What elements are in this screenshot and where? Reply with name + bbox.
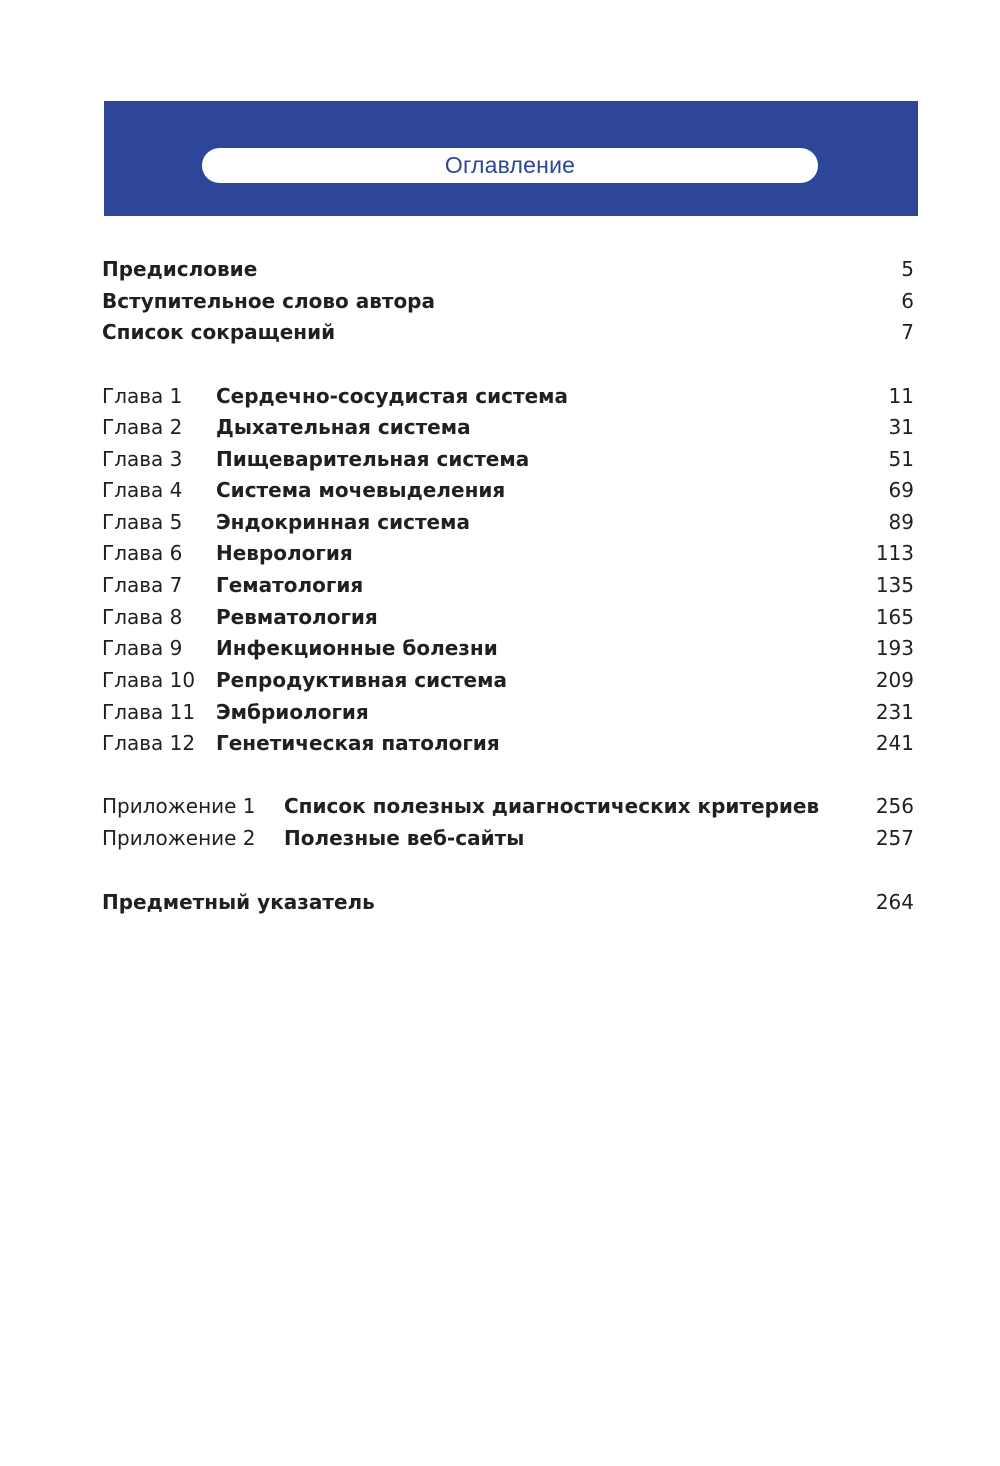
- toc-entry-title: Эндокринная система: [216, 510, 470, 534]
- toc-entry-label: Глава 5: [102, 510, 183, 534]
- toc-entry-label: Глава 10: [102, 668, 196, 692]
- toc-entry-page: 69: [888, 478, 914, 502]
- toc-entry-chapter-1[interactable]: [102, 381, 914, 411]
- title-pill: [202, 148, 818, 183]
- toc-entry-label: Глава 9: [102, 636, 183, 660]
- toc-entry-title: Список полезных диагностических критериев: [284, 794, 820, 818]
- toc-entry-chapter-7[interactable]: [102, 570, 914, 600]
- toc-entry-label: Приложение 2: [102, 826, 256, 850]
- toc-entry-chapter-5[interactable]: [102, 507, 914, 537]
- toc-entry-chapter-2[interactable]: [102, 412, 914, 442]
- toc-entry-page: 193: [875, 636, 914, 660]
- toc-entry-title: Неврология: [216, 541, 353, 565]
- toc-entry-page: 256: [875, 794, 914, 818]
- toc-entry-page: 264: [875, 890, 914, 914]
- toc-entry-chapter-9[interactable]: [102, 633, 914, 663]
- toc-entry-page: 11: [888, 384, 914, 408]
- toc-entry-appendix-2[interactable]: [102, 823, 914, 853]
- toc-entry-title: Дыхательная система: [216, 415, 471, 439]
- toc-entry-label: Приложение 1: [102, 794, 256, 818]
- toc-entry-page: 6: [901, 289, 914, 313]
- toc-entry-title: Эмбриология: [216, 700, 369, 724]
- toc-entry-label: Глава 12: [102, 731, 196, 755]
- toc-entry-page: 5: [901, 257, 914, 281]
- toc-entry-title: Список сокращений: [102, 320, 336, 344]
- toc-entry-title: Предисловие: [102, 257, 258, 281]
- toc-entry-label: Глава 2: [102, 415, 183, 439]
- toc-entry-chapter-12[interactable]: [102, 728, 914, 758]
- toc-entry-page: 7: [901, 320, 914, 344]
- toc-entry-chapter-10[interactable]: [102, 665, 914, 695]
- toc-entry-chapter-3[interactable]: [102, 444, 914, 474]
- toc-entry-chapter-8[interactable]: [102, 602, 914, 632]
- toc-entry-author-foreword[interactable]: [102, 286, 914, 316]
- toc-entry-page: 257: [875, 826, 914, 850]
- toc-entry-label: Глава 11: [102, 700, 196, 724]
- toc-entry-page: 165: [875, 605, 914, 629]
- toc-entry-title: Гематология: [216, 573, 364, 597]
- toc-entry-page: 135: [875, 573, 914, 597]
- toc-entry-title: Система мочевыделения: [216, 478, 506, 502]
- toc-entry-title: Полезные веб-сайты: [284, 826, 525, 850]
- toc-entry-page: 89: [888, 510, 914, 534]
- toc-entry-label: Глава 1: [102, 384, 183, 408]
- toc-entry-title: Пищеварительная система: [216, 447, 530, 471]
- toc-entry-abbreviations[interactable]: [102, 317, 914, 347]
- toc-entry-title: Ревматология: [216, 605, 378, 629]
- toc-entry-title: Сердечно-сосудистая система: [216, 384, 568, 408]
- toc-entry-page: 51: [888, 447, 914, 471]
- toc-entry-page: 231: [875, 700, 914, 724]
- toc-entry-chapter-4[interactable]: [102, 475, 914, 505]
- toc-entry-title: Инфекционные болезни: [216, 636, 498, 660]
- toc-entry-preface[interactable]: [102, 254, 914, 284]
- page-title: Оглавление: [444, 152, 576, 178]
- toc-entry-title: Генетическая патология: [216, 731, 500, 755]
- toc-entry-label: Глава 3: [102, 447, 183, 471]
- toc-entry-page: 31: [888, 415, 914, 439]
- toc-entry-title: Вступительное слово автора: [102, 289, 435, 313]
- toc-entry-title: Предметный указатель: [102, 890, 375, 914]
- toc-entry-label: Глава 8: [102, 605, 183, 629]
- toc-entry-label: Глава 6: [102, 541, 183, 565]
- toc-entry-title: Репродуктивная система: [216, 668, 507, 692]
- toc-entry-chapter-11[interactable]: [102, 697, 914, 727]
- toc-entry-label: Глава 4: [102, 478, 183, 502]
- toc-entry-page: 209: [875, 668, 914, 692]
- toc-entry-label: Глава 7: [102, 573, 183, 597]
- toc-entry-subject-index[interactable]: [102, 887, 914, 917]
- toc-entry-chapter-6[interactable]: [102, 538, 914, 568]
- header-band: [104, 101, 918, 216]
- toc-entry-page: 113: [875, 541, 914, 565]
- toc-entry-page: 241: [875, 731, 914, 755]
- toc-entry-appendix-1[interactable]: [102, 791, 914, 821]
